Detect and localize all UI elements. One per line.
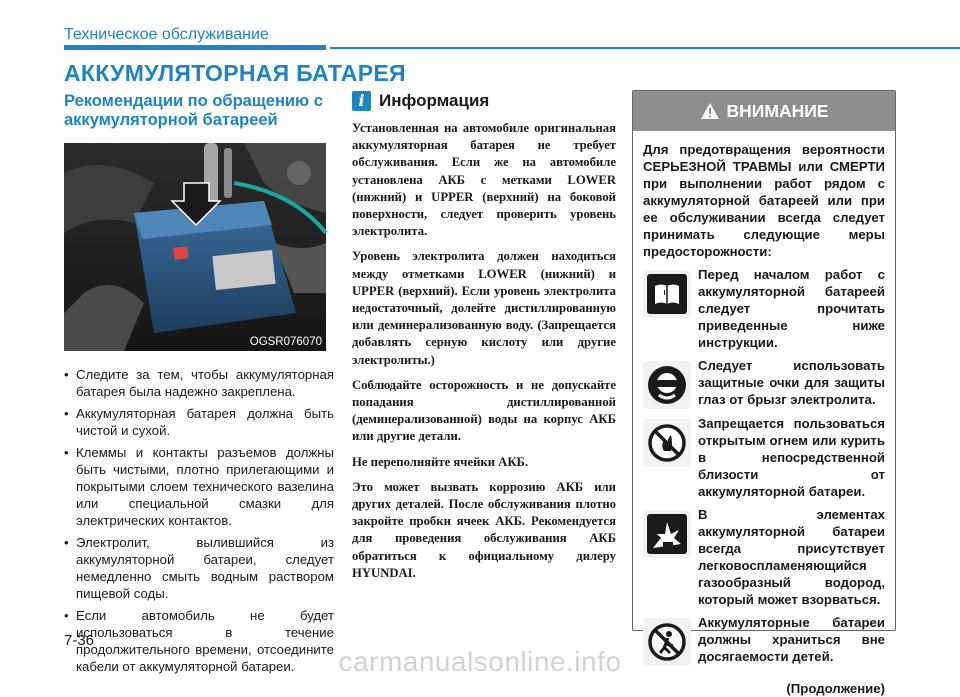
manual-book-icon: [643, 270, 691, 318]
handling-bullet-list: [64, 366, 334, 675]
warning-body: [633, 131, 895, 697]
left-column: [64, 92, 334, 680]
no-fire-smoking-icon: [643, 419, 691, 467]
list-item: • Электролит, вылившийся из аккумуляторной батареи, следует немедленно смыть водным раствором пищевой соды.: [64, 534, 334, 602]
info-icon: i: [352, 91, 371, 111]
warning-header: [633, 91, 895, 131]
info-column: [352, 90, 616, 590]
page-number: 7-36: [64, 632, 95, 649]
info-header: [352, 90, 616, 112]
warning-triangle-icon: [700, 102, 720, 120]
warning-intro: Для предотвращения вероятности СЕРЬЕЗНОЙ ТРАВМЫ или СМЕРТИ при выполнении работ рядом с аккумуляторной батареей или при ее обслуживании всегда следует принимать следующие меры предосторожности:: [643, 142, 885, 259]
list-item: • Клеммы и контакты разъемов должны быть чистыми, плотно прилегающими и покрытыми слоем технического вазелина или специальной смазки для электрических контактов.: [64, 444, 334, 529]
photo-code: OGSR076070: [249, 336, 322, 348]
info-paragraph: Это может вызвать коррозию АКБ или других деталей. После обслуживания плотно закройте пробки ячеек АКБ. Рекомендуется для проведения обслуживания АКБ обратиться к официальному дилеру HYUNDAI.: [352, 479, 616, 580]
explosion-hazard-icon: [643, 510, 691, 558]
warning-item-text: Следует использовать защитные очки для защиты глаз от брызг электролита.: [698, 358, 885, 407]
list-item: • Аккумуляторная батарея должна быть чистой и сухой.: [64, 405, 334, 439]
warning-item: [643, 415, 885, 500]
info-paragraph: Уровень электролита должен находиться между отметками LOWER (нижний) и UPPER (верхний). Если уровень электролита недостаточный, долейте дистиллированную или деминерализованную воду. (Запрещается добавлять серную кислоту или другие электролиты.): [352, 249, 616, 367]
warning-item: [643, 266, 885, 351]
engine-battery-photo: [64, 143, 326, 351]
section-title: Техническое обслуживание: [64, 26, 269, 43]
header-rule-thin: [330, 47, 960, 49]
info-title: Информация: [379, 91, 490, 110]
watermark: carmanualsonline.info: [338, 646, 622, 677]
warning-box: [632, 90, 896, 696]
warning-item-text: Перед началом работ с аккумуляторной батареей следует прочитать приведенные ниже инструкции.: [698, 267, 885, 350]
warning-item-text: Запрещается пользоваться открытым огнем или курить в непосредственной близости от аккумуляторной батареи.: [698, 416, 885, 499]
continued-label: (Продолжение): [786, 681, 885, 696]
info-paragraph: Установленная на автомобиле оригинальная аккумуляторная батарея не требует обслуживания. Если же на автомобиле установлена АКБ с метками LOWER (нижний) и UPPER (верхний) на боковой поверхности, следует проверить уровень электролита.: [352, 121, 616, 239]
page-title: АККУМУЛЯТОРНАЯ БАТАРЕЯ: [64, 60, 406, 86]
list-item: • Следите за тем, чтобы аккумуляторная батарея была надежно закреплена.: [64, 366, 334, 400]
warning-item: [643, 506, 885, 608]
header-rule-thick: [64, 45, 326, 50]
battery-handling-heading: Рекомендации по обращению с аккумуляторной батареей: [64, 92, 323, 129]
warning-title: ВНИМАНИЕ: [726, 100, 829, 121]
battery-photo-illustration: [64, 143, 326, 351]
safety-goggles-icon: [643, 361, 691, 409]
info-paragraph: Соблюдайте осторожность и не допускайте попадания дистиллированной (деминерализованной) воды на корпус АКБ или другие детали.: [352, 377, 616, 444]
info-text: [352, 120, 616, 582]
list-item: • Если автомобиль не будет использоваться в течение продолжительного времени, отсоедините кабели от аккумуляторной батареи.: [64, 607, 334, 675]
info-paragraph: Не переполняйте ячейки АКБ.: [352, 454, 529, 469]
warning-item-text: В элементах аккумуляторной батареи всегда присутствует легковоспламеняющийся газообразный водород, который может взорваться.: [698, 507, 885, 607]
warning-item: [643, 357, 885, 409]
warning-item-text: Аккумуляторные батареи должны храниться вне досягаемости детей.: [698, 615, 885, 664]
